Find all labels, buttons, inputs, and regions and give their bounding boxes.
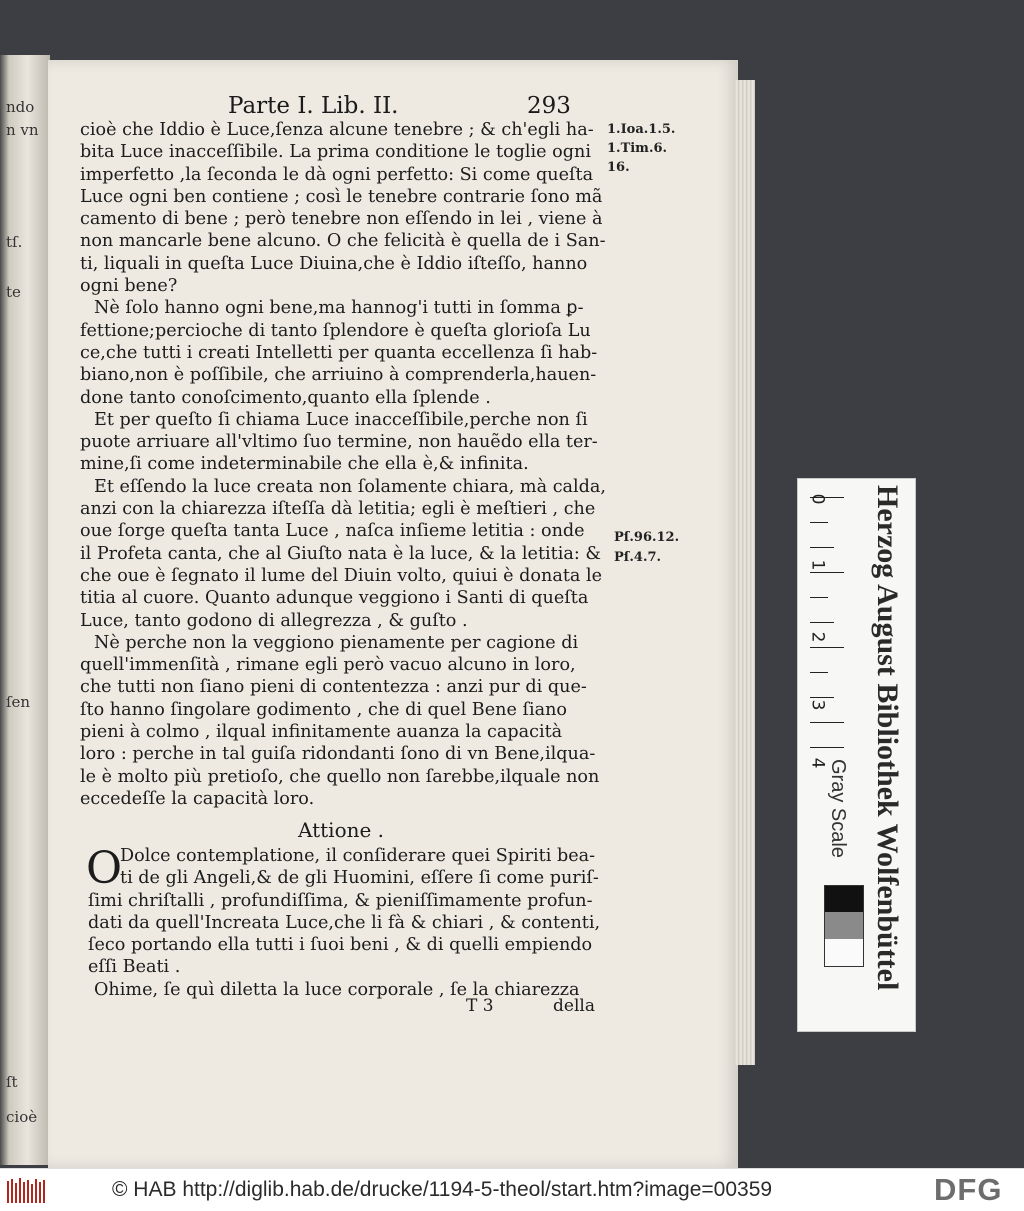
ruler-tick xyxy=(810,747,844,748)
text-line: ſeco portando ella tutti i ſuoi beni , & di quelli empiendo xyxy=(88,935,593,956)
text-line: dati da quell'Increata Luce,che li fà & chiari , & contenti, xyxy=(88,912,601,933)
text-line: oue ſorge queſta tanta Luce , naſca inſieme letitia : onde xyxy=(80,521,585,542)
text-line: Dolce contemplatione, il conſiderare quei Spiriti bea- xyxy=(120,846,596,866)
text-line: eccedeſſe la capacità loro. xyxy=(80,788,315,809)
ruler-tick xyxy=(810,547,834,548)
swatch-black xyxy=(825,886,863,912)
text-line: Ohime, ſe quì diletta la luce corporale , ſe la chiarezza xyxy=(94,979,580,1000)
text-line: anzi con la chiarezza iſteſſa dà letitia; egli è meſtieri , che xyxy=(80,499,596,520)
text-line: cioè che Iddio è Luce,ſenza alcune tenebre ; & ch'egli ha- xyxy=(80,120,594,140)
footer-bar xyxy=(0,1168,1024,1211)
text-line: bita Luce inacceſſibile. La prima conditione le toglie ogni xyxy=(80,142,591,163)
text-line: imperfetto ,la ſeconda le dà ogni perfetto: Si come queſta xyxy=(80,164,594,185)
text-line: ti de gli Angeli,& de gli Huomini, eſſere ſi come puriſ- xyxy=(120,868,599,889)
ruler-tick xyxy=(810,672,828,673)
ruler-tick xyxy=(810,697,834,698)
ruler-number: 0 xyxy=(807,493,828,505)
ruler-number: 2 xyxy=(807,631,828,643)
drop-cap: O xyxy=(86,843,123,894)
text-line: fettione;percioche di tanto ſplendore è queſta glorioſa Lu xyxy=(80,320,591,341)
previous-page-edge: ndo n vn tſ. te ſen ſt cioè xyxy=(0,55,50,1165)
text-line: biano,non è poſſibile, che arriuino à comprenderla,hauen- xyxy=(80,365,597,386)
marginal-note: Pſ.96.12. xyxy=(614,530,680,545)
main-text xyxy=(80,119,608,810)
marginal-note: Pſ.4.7. xyxy=(614,550,662,565)
text-line: loro : perche in tal guiſa ridondanti ſono di vn Bene,ilqua- xyxy=(80,744,596,765)
text-line: non mancarle bene alcuno. O che felicità è quella de i San- xyxy=(80,231,606,252)
gray-swatches xyxy=(824,885,864,967)
ruler-tick xyxy=(810,572,844,573)
ruler-tick xyxy=(810,522,828,523)
text-line: quell'immenſità , rimane egli però vacuo alcuno in loro, xyxy=(80,655,576,676)
ruler-number: 1 xyxy=(807,559,828,571)
ruler-number: 3 xyxy=(807,699,828,711)
text-line: titia al cuore. Quanto adunque veggiono i Santi di queſta xyxy=(80,588,589,609)
page-number: 293 xyxy=(527,93,571,119)
dfg-logo: DFG xyxy=(934,1172,1003,1207)
text-line: Luce ogni ben contiene ; così le tenebre contrarie ſono mã xyxy=(80,186,603,207)
hab-logo-icon xyxy=(6,1177,48,1205)
page-edges xyxy=(735,80,755,1065)
text-line: puote arriuare all'vltimo ſuo termine, non hauẽdo ella ter- xyxy=(80,432,598,453)
ruler-tick xyxy=(810,722,844,723)
text-line: ce,che tutti i creati Intelletti per quanta eccellenza ſi hab- xyxy=(80,342,598,363)
text-line: ogni bene? xyxy=(80,276,178,297)
marginal-note: 16. xyxy=(607,160,630,175)
text-line: ti, liquali in queſta Luce Diuina,che è Iddio iſteſſo, hanno xyxy=(80,253,588,274)
text-line: ſimi chriſtalli , profundiſſima, & pieniſſimamente profun- xyxy=(88,890,593,911)
text-line: Et per queſto ſi chiama Luce inacceſſibile,perche non ſi xyxy=(94,409,588,430)
section-title: Attione . xyxy=(298,818,385,842)
text-line: ſto hanno ſingolare godimento , che di quel Bene ſiano xyxy=(80,699,568,720)
text-line: eſſi Beati . xyxy=(88,957,181,978)
text-line: le è molto più pretioſo, che quello non ſarebbe,ilquale non xyxy=(80,766,600,787)
institution-name xyxy=(858,485,908,1025)
color-scale-bar xyxy=(797,478,916,1032)
swatch-white xyxy=(825,939,863,966)
marginal-note: 1.Tim.6. xyxy=(607,141,668,156)
ruler-number: 4 xyxy=(807,757,828,769)
text-line: done tanto conoſcimento,quanto ella ſplende . xyxy=(80,387,491,408)
ruler-tick xyxy=(810,597,828,598)
text-line: mine,ſi come indeterminabile che ella è,& infinita. xyxy=(80,454,529,475)
ruler-tick xyxy=(810,622,834,623)
ruler-tick xyxy=(810,647,844,648)
text-line: che tutti non ſiano pieni di contentezza : anzi pur di que- xyxy=(80,677,587,698)
gray-scale-label: Gray Scale xyxy=(827,759,849,858)
attione-text xyxy=(88,845,618,1001)
signature-mark: T 3 xyxy=(466,996,494,1016)
text-line: camento di bene ; però tenebre non eſſendo in lei , viene à xyxy=(80,209,603,230)
text-line: Luce, tanto godono di allegrezza , & guſto . xyxy=(80,610,468,631)
text-line: Et eſſendo la luce creata non ſolamente chiara, mà calda, xyxy=(94,476,607,497)
swatch-gray xyxy=(825,912,863,939)
text-line: il Profeta canta, che al Giuſto nata è la luce, & la letitia: & xyxy=(80,543,602,564)
marginal-note: 1.Ioa.1.5. xyxy=(607,122,676,137)
text-line: che oue è ſegnato il lume del Diuin volto, quiui è donata le xyxy=(80,565,603,586)
text-line: Nè ſolo hanno ogni bene,ma hannog'i tutti in ſomma ꝑ- xyxy=(94,298,584,319)
text-line: Nè perche non la veggiono pienamente per cagione di xyxy=(94,632,579,653)
running-header: Parte I. Lib. II. xyxy=(228,93,399,119)
text-line: pieni à colmo , ilqual infinitamente auanza la capacità xyxy=(80,722,563,743)
institution-label: Herzog August Bibliothek Wolfenbüttel xyxy=(871,485,904,991)
catchword: della xyxy=(553,996,595,1016)
ruler xyxy=(807,485,846,769)
copyright-url[interactable]: © HAB http://diglib.hab.de/drucke/1194-5-theol/start.htm?image=00359 xyxy=(112,1178,773,1201)
